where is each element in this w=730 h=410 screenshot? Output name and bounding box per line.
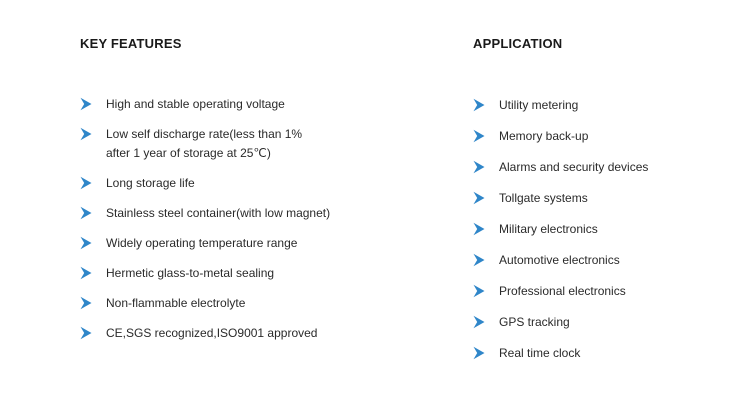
feature-label: Non-flammable electrolyte (106, 296, 246, 310)
chevron-arrow-right-icon (473, 315, 485, 329)
list-item (80, 95, 410, 114)
application-label: Real time clock (499, 346, 581, 360)
list-item (473, 158, 713, 177)
feature-label: CE,SGS recognized,ISO9001 approved (106, 326, 318, 340)
feature-label: Widely operating temperature range (106, 236, 298, 250)
chevron-arrow-right-icon (473, 284, 485, 298)
feature-label: Long storage life (106, 176, 195, 190)
list-item (473, 189, 713, 208)
application-list (473, 96, 713, 375)
list-item (473, 127, 713, 146)
feature-label: Low self discharge rate(less than 1% after 1 year of storage at 25℃) (106, 127, 303, 160)
application-label: Professional electronics (499, 284, 626, 298)
chevron-arrow-right-icon (473, 160, 485, 174)
chevron-arrow-right-icon (473, 346, 485, 360)
list-item (473, 96, 713, 115)
chevron-arrow-right-icon (473, 222, 485, 236)
application-label: Utility metering (499, 98, 579, 112)
chevron-arrow-right-icon (80, 326, 92, 340)
list-item (473, 251, 713, 270)
feature-label: Stainless steel container(with low magnet) (106, 206, 331, 220)
list-item (80, 294, 410, 313)
list-item (473, 344, 713, 363)
application-label: Automotive electronics (499, 253, 620, 267)
chevron-arrow-right-icon (80, 206, 92, 220)
chevron-arrow-right-icon (80, 97, 92, 111)
list-item (473, 313, 713, 332)
chevron-arrow-right-icon (80, 266, 92, 280)
chevron-arrow-right-icon (473, 253, 485, 267)
list-item (473, 220, 713, 239)
list-item (80, 234, 410, 253)
key-features-list (80, 95, 410, 354)
key-features-heading: KEY FEATURES (80, 36, 182, 51)
list-item (473, 282, 713, 301)
list-item (80, 174, 410, 193)
application-heading: APPLICATION (473, 36, 563, 51)
chevron-arrow-right-icon (473, 98, 485, 112)
application-label: Memory back-up (499, 129, 589, 143)
application-label: GPS tracking (499, 315, 570, 329)
application-label: Alarms and security devices (499, 160, 649, 174)
chevron-arrow-right-icon (80, 176, 92, 190)
chevron-arrow-right-icon (473, 191, 485, 205)
list-item (80, 125, 316, 163)
feature-label: Hermetic glass-to-metal sealing (106, 266, 275, 280)
feature-label: High and stable operating voltage (106, 97, 285, 111)
chevron-arrow-right-icon (473, 129, 485, 143)
chevron-arrow-right-icon (80, 296, 92, 310)
list-item (80, 264, 410, 283)
chevron-arrow-right-icon (80, 127, 92, 141)
application-label: Tollgate systems (499, 191, 588, 205)
chevron-arrow-right-icon (80, 236, 92, 250)
list-item (80, 324, 410, 343)
application-label: Military electronics (499, 222, 598, 236)
list-item (80, 204, 342, 223)
